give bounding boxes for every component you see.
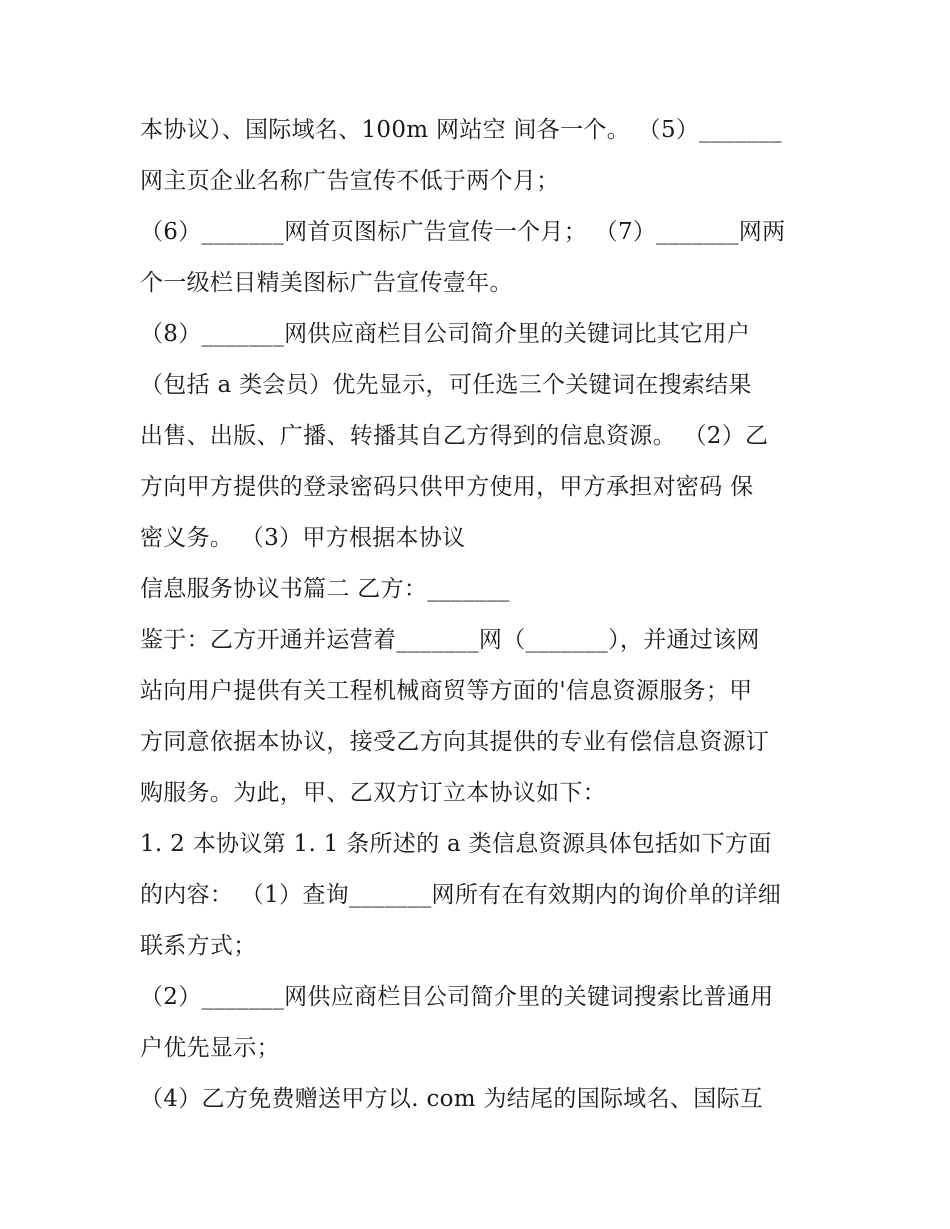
text-line: 密义务。 （3）甲方根据本协议 [140,525,466,551]
text-line: （4）乙方免费赠送甲方以. com 为结尾的国际域名、国际互 [140,1086,764,1112]
text-line: 本协议）、国际域名、100m 网站空 间各一个。 （5）_______ [140,117,782,143]
text-line: 1. 2 本协议第 1. 1 条所述的 a 类信息资源具体包括如下方面 [140,831,772,857]
text-line: （2）_______网供应商栏目公司简介里的关键词搜索比普通用 [140,984,774,1010]
section-heading: 信息服务协议书篇二 乙方：_______ [140,576,510,602]
text-line: 联系方式； [140,933,257,959]
text-line: （8）_______网供应商栏目公司简介里的关键词比其它用户 [140,321,751,347]
text-line: （包括 a 类会员）优先显示，可任选三个关键词在搜索结果 [140,372,752,398]
text-line: 户优先显示； [140,1035,280,1061]
text-line: 出售、出版、广播、转播其自乙方得到的信息资源。 （2）乙 [140,423,769,449]
text-line: 个一级栏目精美图标广告宣传壹年。 [140,270,513,296]
text-line: 方向甲方提供的登录密码只供甲方使用，甲方承担对密码 保 [140,474,754,500]
text-line: 鉴于：乙方开通并运营着_______网（_______），并通过该网 [140,627,760,653]
text-line: 购服务。为此，甲、乙双方订立本协议如下： [140,780,606,806]
text-line: 站向用户提供有关工程机械商贸等方面的'信息资源服务；甲 [140,678,753,704]
text-line: 的内容： （1）查询_______网所有在有效期内的询价单的详细 [140,882,782,908]
text-line: 网主页企业名称广告宣传不低于两个月； [140,168,560,194]
text-line: （6）_______网首页图标广告宣传一个月； （7）_______网两 [140,219,786,245]
text-line: 方同意依据本协议，接受乙方向其提供的专业有偿信息资源订 [140,729,770,755]
